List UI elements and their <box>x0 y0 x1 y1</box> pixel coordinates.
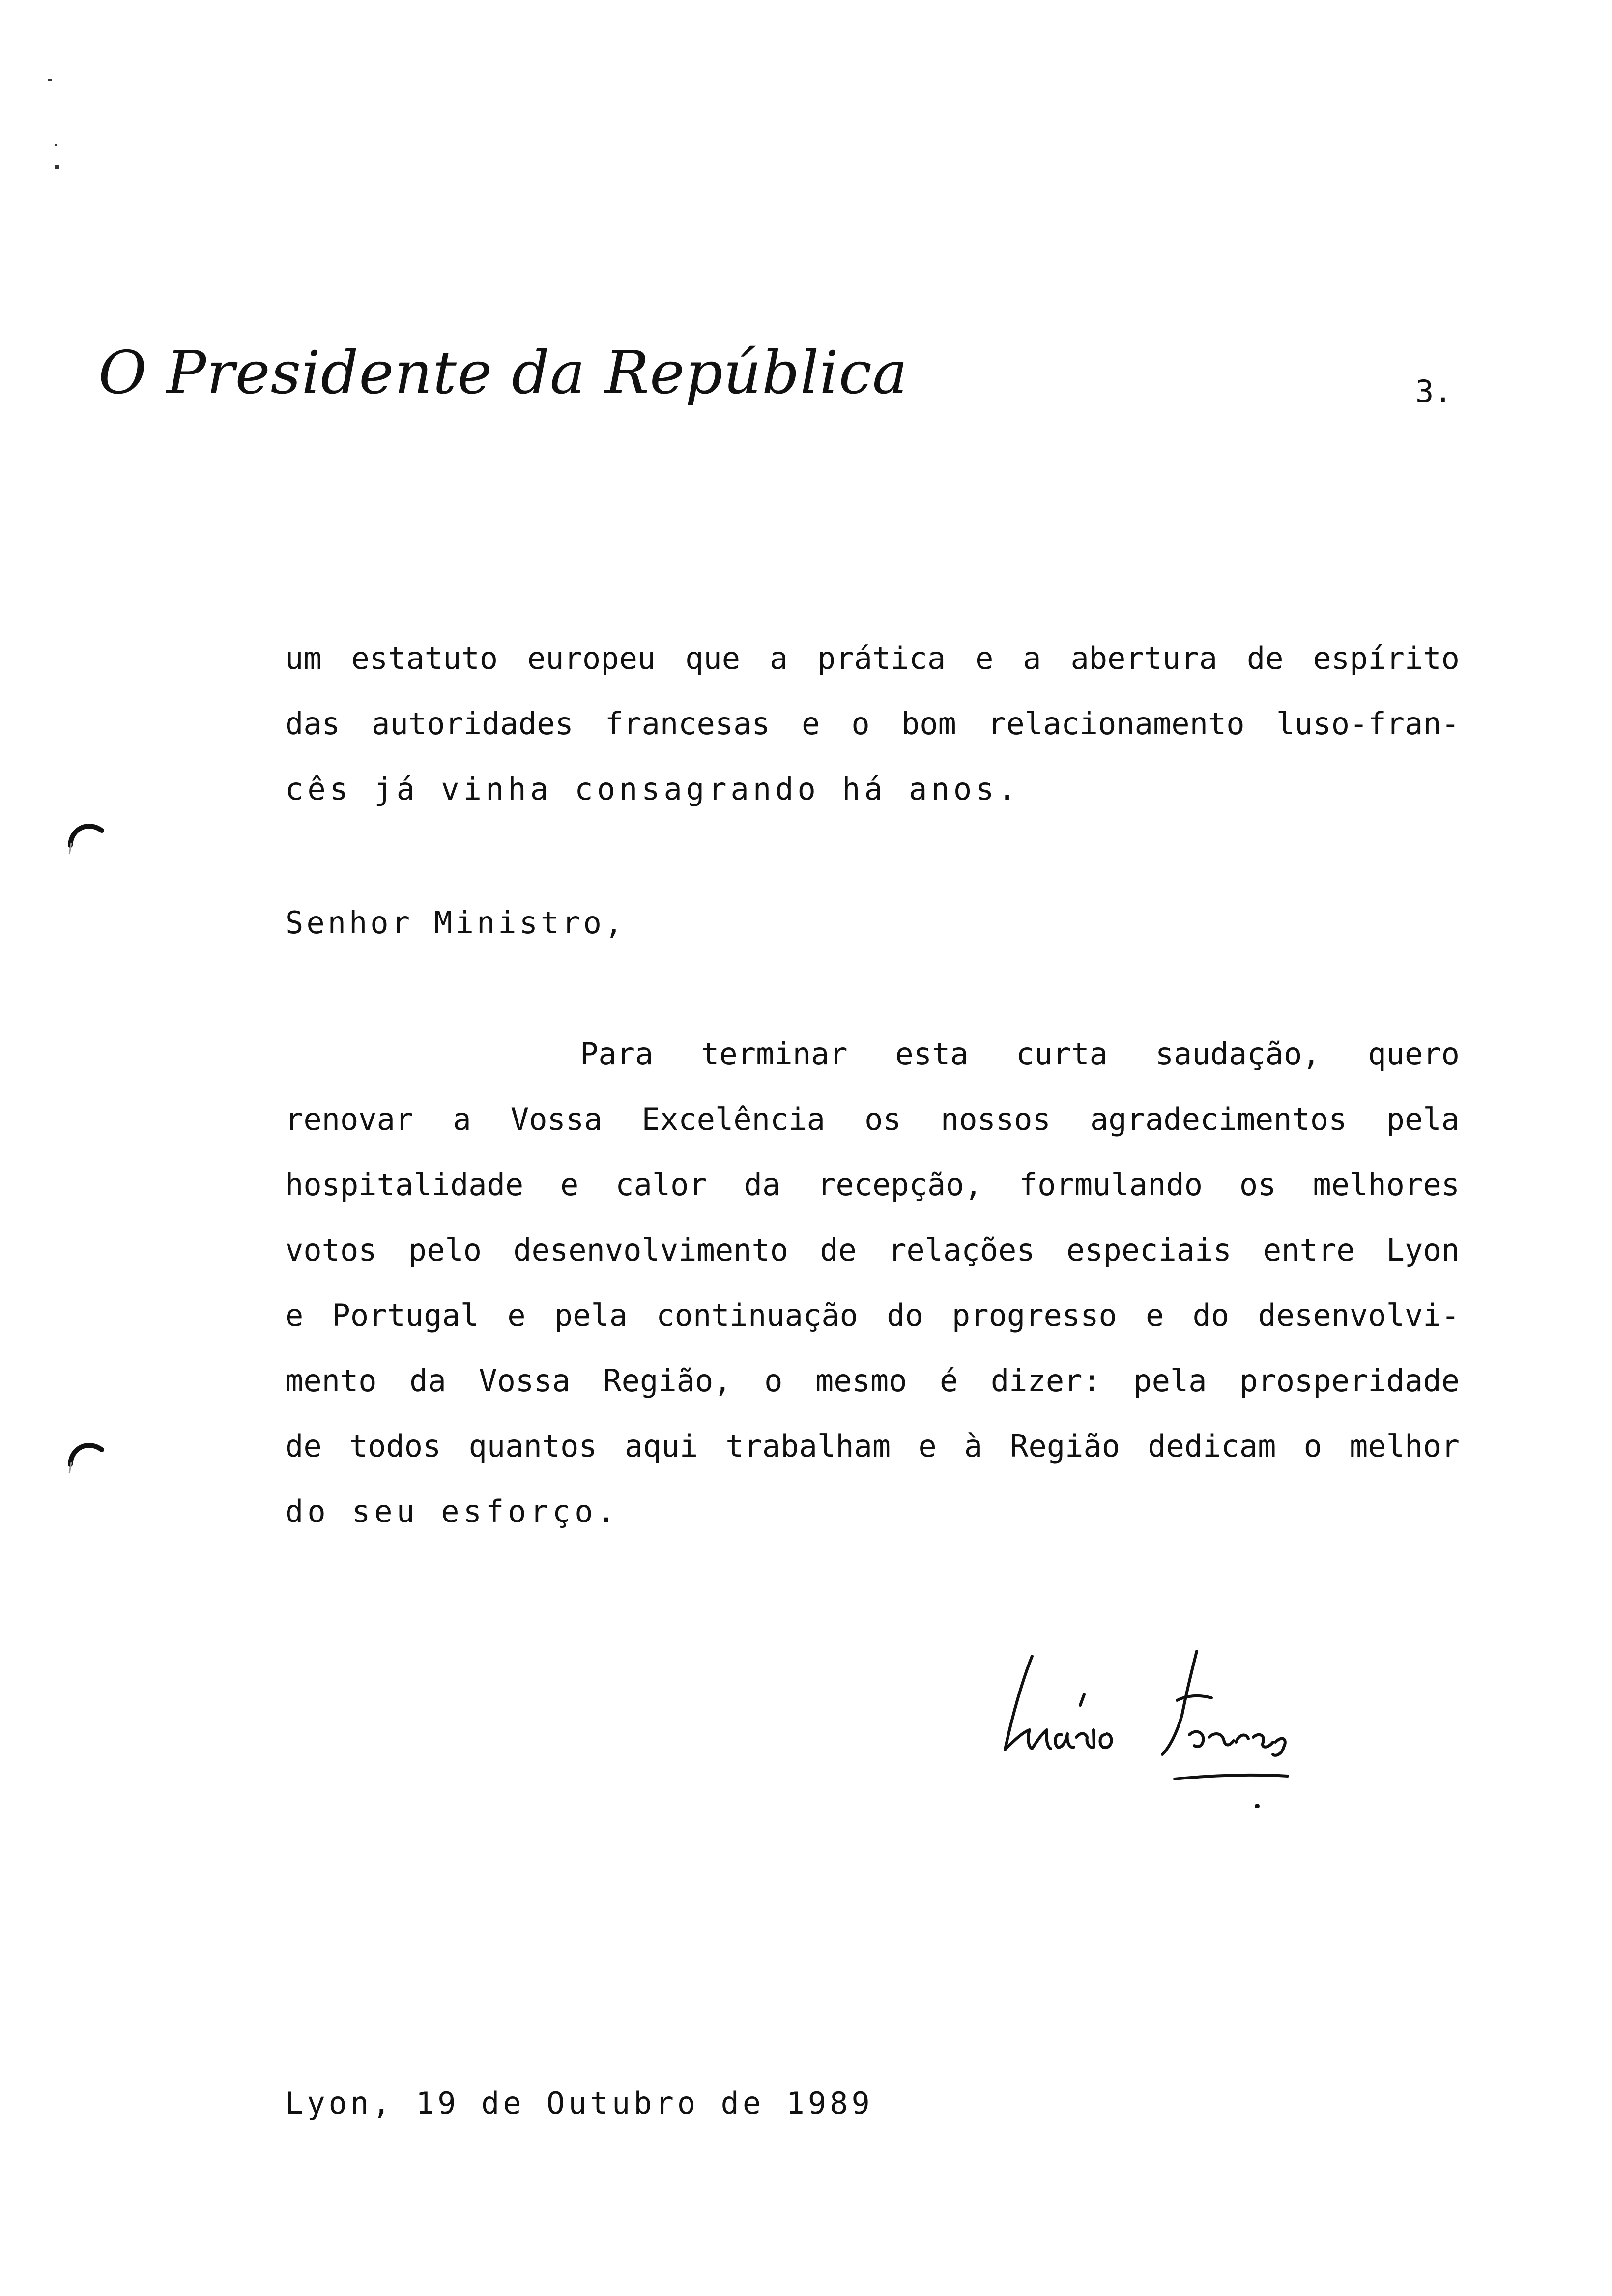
paragraph-line: hospitalidade e calor da recepção, formulando os melhores <box>285 1167 1460 1203</box>
paragraph-line: do seu esforço. <box>285 1493 619 1529</box>
place-and-date: Lyon, 19 de Outubro de 1989 <box>285 2085 873 2121</box>
paragraph-line: um estatuto europeu que a prática e a abertura de espírito <box>285 640 1460 676</box>
letterhead-title: O Presidente da República <box>98 339 908 407</box>
scan-artifact <box>55 144 57 146</box>
paragraph-line: de todos quantos aqui trabalham e à Região dedicam o melhor <box>285 1428 1460 1464</box>
paragraph-line: cês já vinha consagrando há anos. <box>285 771 1020 807</box>
paragraph-line: mento da Vossa Região, o mesmo é dizer: pela prosperidade <box>285 1363 1460 1399</box>
paragraph-line: renovar a Vossa Excelência os nossos agradecimentos pela <box>285 1101 1460 1137</box>
punch-hole-mark <box>66 1435 106 1474</box>
paragraph-line: das autoridades francesas e o bom relacionamento luso-fran- <box>285 706 1460 742</box>
salutation: Senhor Ministro, <box>285 905 626 941</box>
scan-artifact <box>48 79 52 81</box>
scan-artifact <box>55 165 59 169</box>
punch-hole-mark <box>66 816 106 855</box>
paragraph-line: votos pelo desenvolvimento de relações especiais entre Lyon <box>285 1232 1460 1268</box>
paragraph-line: Para terminar esta curta saudação, quero <box>580 1036 1460 1072</box>
handwritten-signature <box>993 1636 1337 1823</box>
paragraph-line: e Portugal e pela continuação do progresso e do desenvolvi- <box>285 1297 1460 1333</box>
page-number: 3. <box>1415 373 1452 409</box>
